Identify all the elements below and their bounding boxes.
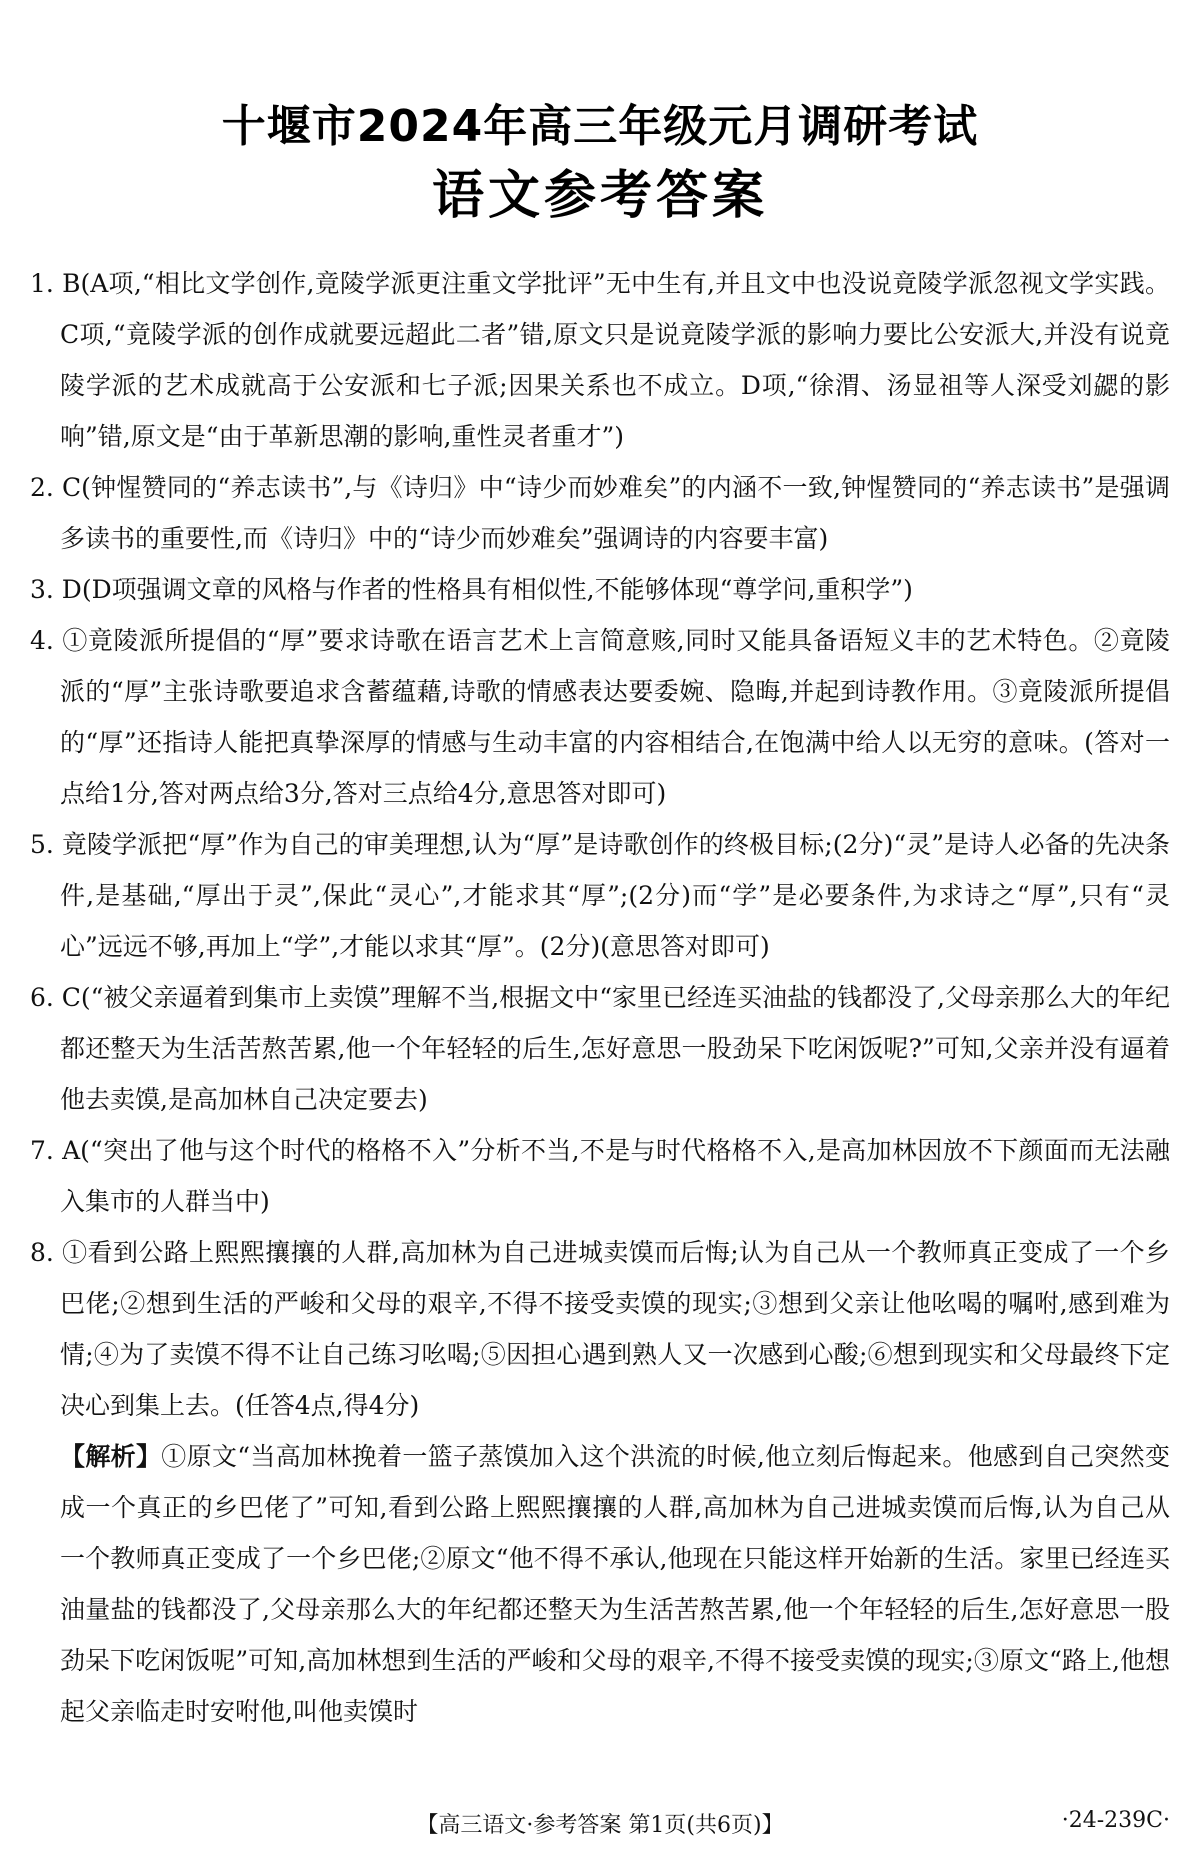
footer-page-info: 【高三语文·参考答案 第1页(共6页)】 (416, 1813, 784, 1838)
page-subtitle: 语文参考答案 (431, 166, 768, 226)
analysis-text: ①原文“当高加林挽着一篮子蒸馍加入这个洪流的时候,他立刻后悔起来。他感到自己突然变成一个真正的乡巴佬了”可知,看到公路上熙熙攘攘的人群,高加林为自己进城卖馍而后悔,认为自己从一个教师真正变成了一个乡巴佬;②原文“他不得不承认,他现在只能这样开始新的生活。家里已经连买油量盐的钱都没了,父母亲那么大的年纪都还整天为生活苦熬苦累,他一个年轻轻的后生,怎好意思一股劲呆下吃闲饭呢”可知,高加林想到生活的严峻和父母的艰辛,不得不接受卖馍的现实;③原文“路上,他想起父亲临走时安咐他,叫他卖馍时 (60, 1442, 1170, 1726)
answer-item-2: 2. C(钟惺赞同的“养志读书”,与《诗归》中“诗少而妙难矣”的内涵不一致,钟惺赞同的“养志读书”是强调多读书的重要性,而《诗归》中的“诗少而妙难矣”强调诗的内容要丰富) (30, 473, 1170, 553)
analysis-paragraph (30, 1431, 1170, 1737)
answer-item-5: 5. 竟陵学派把“厚”作为自己的审美理想,认为“厚”是诗歌创作的终极目标;(2分)“灵”是诗人必备的先决条件,是基础,“厚出于灵”,保此“灵心”,才能求其“厚”;(2分)而“学”是必要条件,为求诗之“厚”,只有“灵心”远远不够,再加上“学”,才能以求其“厚”。(2分)(意思答对即可) (30, 830, 1170, 961)
answer-item-7: 7. A(“突出了他与这个时代的格格不入”分析不当,不是与时代格格不入,是高加林因放不下颜面而无法融入集市的人群当中) (30, 1136, 1170, 1216)
answer-content (30, 258, 1170, 1737)
footer-code: ·24-239C· (1061, 1808, 1170, 1833)
page-footer (0, 1808, 1200, 1838)
analysis-tag: 【解析】 (60, 1442, 162, 1471)
answer-item-4: 4. ①竟陵派所提倡的“厚”要求诗歌在语言艺术上言简意赅,同时又能具备语短义丰的艺术特色。②竟陵派的“厚”主张诗歌要追求含蓄蕴藉,诗歌的情感表达要委婉、隐晦,并起到诗教作用。③竟陵派所提倡的“厚”还指诗人能把真挚深厚的情感与生动丰富的内容相结合,在饱满中给人以无穷的意味。(答对一点给1分,答对两点给3分,答对三点给4分,意思答对即可) (30, 626, 1170, 808)
answer-item-3: 3. D(D项强调文章的风格与作者的性格具有相似性,不能够体现“尊学问,重积学”) (30, 575, 913, 604)
answer-item-1: 1. B(A项,“相比文学创作,竟陵学派更注重文学批评”无中生有,并且文中也没说竟陵学派忽视文学实践。C项,“竟陵学派的创作成就要远超此二者”错,原文只是说竟陵学派的影响力要比公安派大,并没有说竟陵学派的艺术成就高于公安派和七子派;因果关系也不成立。D项,“徐渭、汤显祖等人深受刘勰的影响”错,原文是“由于革新思潮的影响,重性灵者重才”) (30, 269, 1170, 451)
answer-item-8: 8. ①看到公路上熙熙攘攘的人群,高加林为自己进城卖馍而后悔;认为自己从一个教师真正变成了一个乡巴佬;②想到生活的严峻和父母的艰辛,不得不接受卖馍的现实;③想到父亲让他吆喝的嘱咐,感到难为情;④为了卖馍不得不让自己练习吆喝;⑤因担心遇到熟人又一次感到心酸;⑥想到现实和父母最终下定决心到集上去。(任答4点,得4分) (30, 1238, 1170, 1420)
answer-item-6: 6. C(“被父亲逼着到集市上卖馍”理解不当,根据文中“家里已经连买油盐的钱都没了,父母亲那么大的年纪都还整天为生活苦熬苦累,他一个年轻轻的后生,怎好意思一股劲呆下吃闲饭呢?”可知,父亲并没有逼着他去卖馍,是高加林自己决定要去) (30, 983, 1170, 1114)
page-title: 十堰市2024年高三年级元月调研考试 (221, 101, 979, 152)
